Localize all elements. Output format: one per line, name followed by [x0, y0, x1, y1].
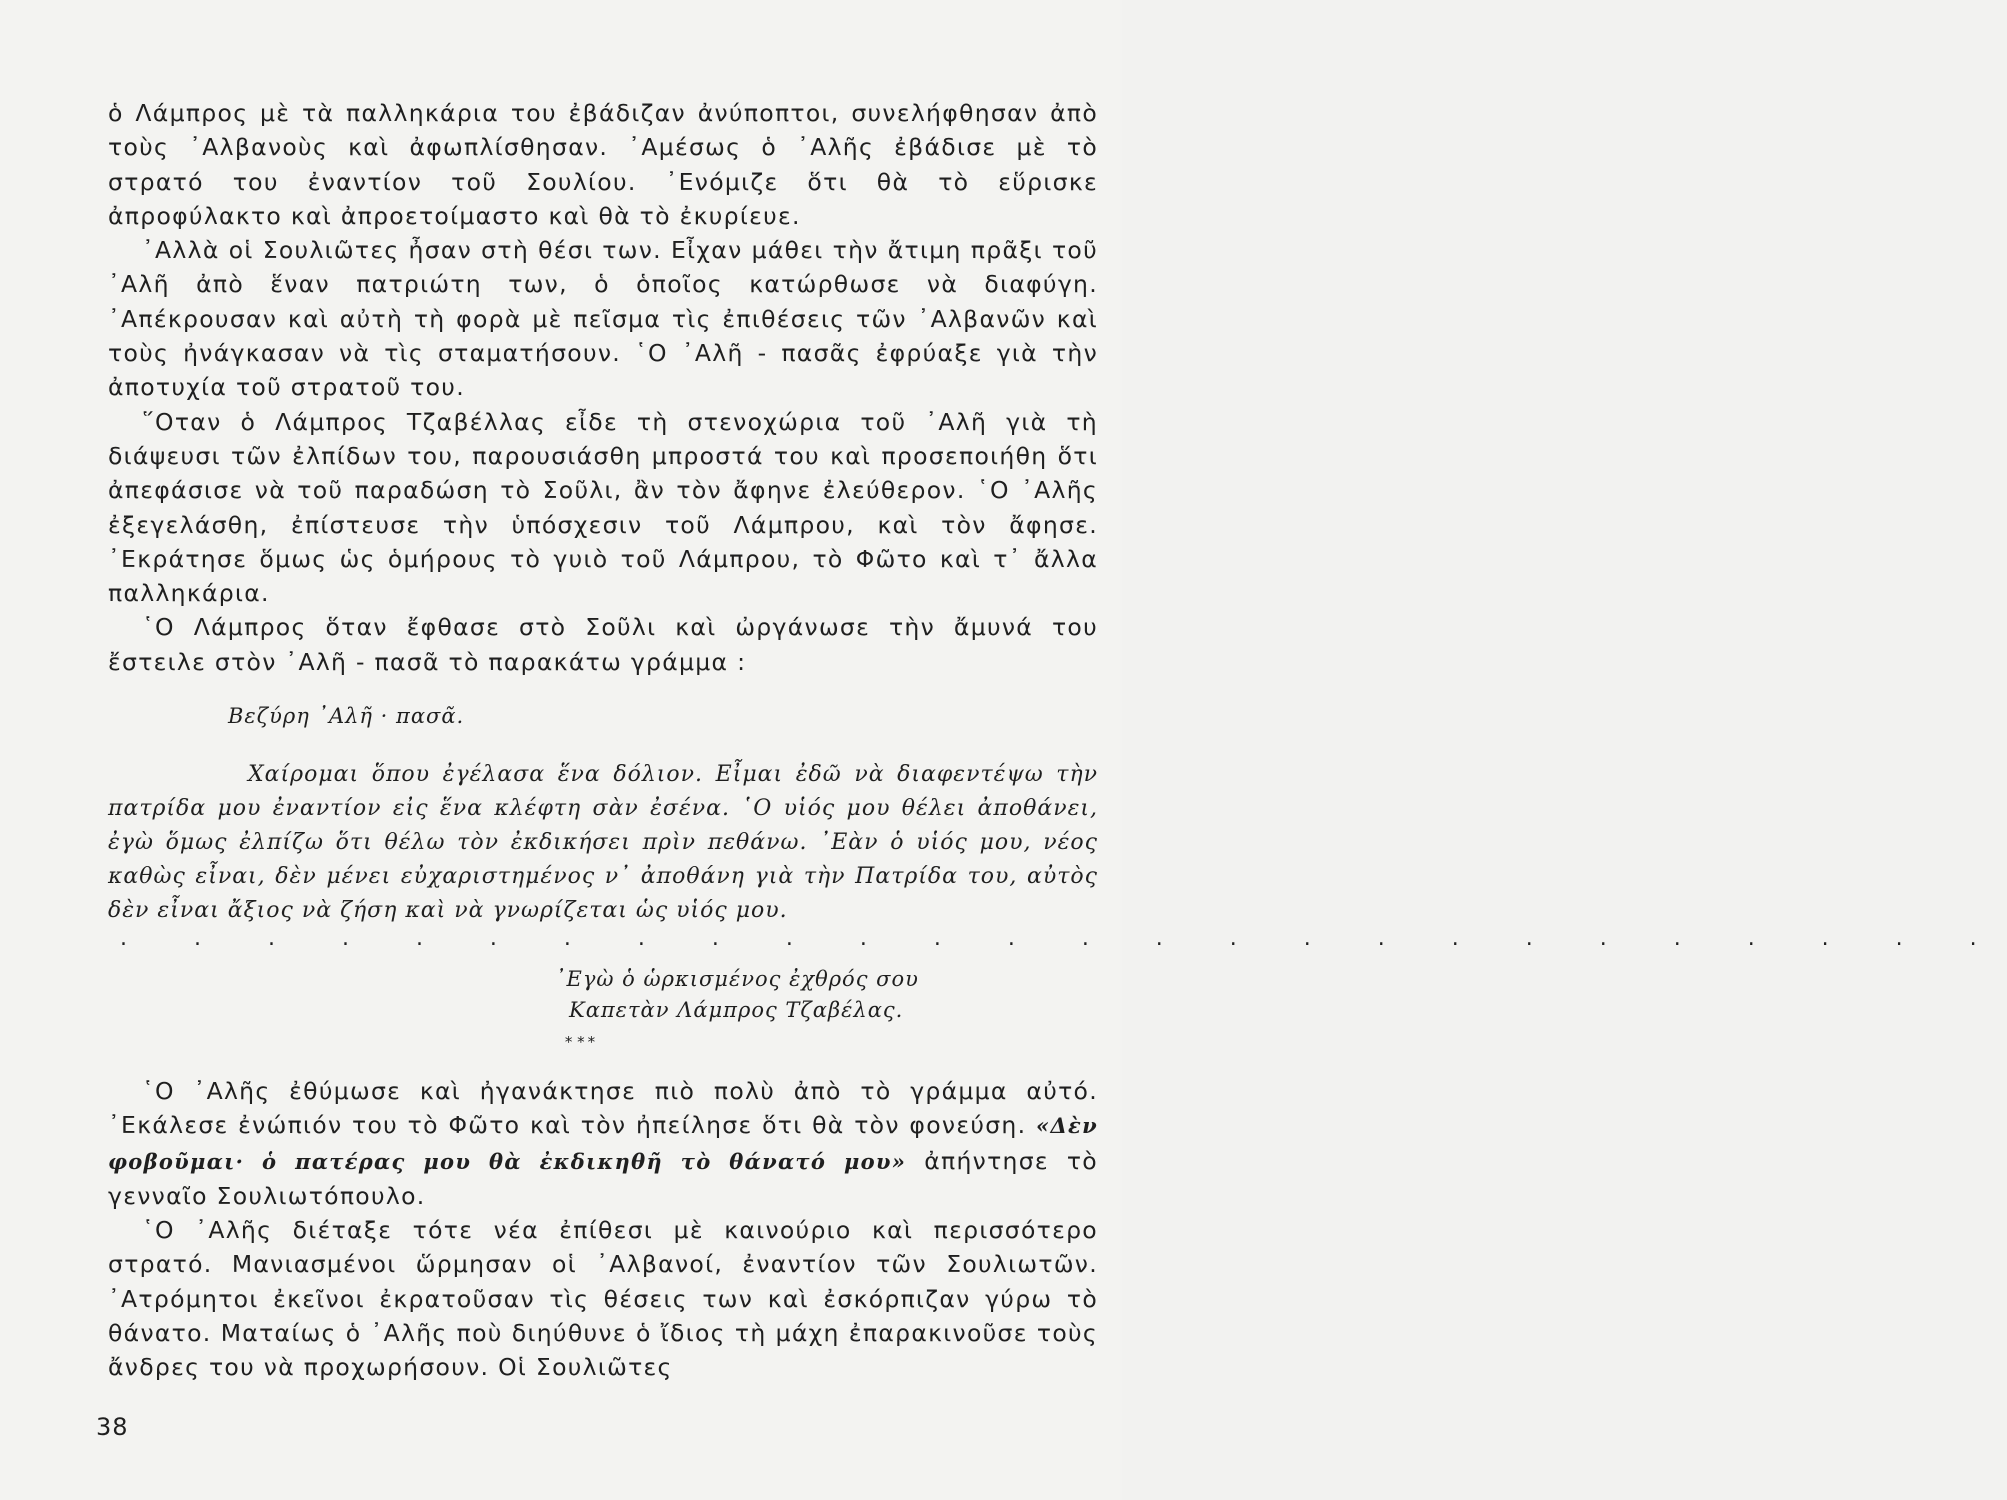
paragraph-text: ῾Ο ᾿Αλῆς ἐθύμωσε καὶ ἠγανάκτησε πιὸ πολὺ ἀπὸ τὸ γράμμα αὐτό. ᾿Εκάλεσε ἐνώπιόν του τὸ Φῶτο καὶ τὸν ἠπείλησε ὅτι θὰ τὸν φονεύση.	[108, 1077, 1098, 1140]
ellipsis-dots: . . . . . . . . . . . . . . . . . . . . . . . . . .	[120, 926, 2007, 951]
bold-quote: «Δὲν φοβοῦμαι· ὁ πατέρας μου θὰ ἐκδικηθῆ τὸ θάνατό μου»	[108, 1113, 1098, 1174]
paragraph: ὁ Λάμπρος μὲ τὰ παλληκάρια του ἐβάδιζαν ἀνύποπτοι, συνελήφθησαν ἀπὸ τοὺς ᾿Αλβανοὺς καὶ ἀφωπλίσθησαν. ᾿Αμέσως ὁ ᾿Αλῆς ἐβάδισε μὲ τὸ στρατό του ἐναντίον τοῦ Σουλίου. ᾿Ενόμιζε ὅτι θὰ τὸ εὕρισκε ἀπροφύλακτο καὶ ἀπροετοίμαστο καὶ θὰ τὸ ἐκυρίευε.	[108, 99, 1098, 230]
paragraph	[108, 1074, 1098, 1213]
letter-body	[108, 758, 1098, 928]
signature-line: ᾿Εγὼ ὁ ὡρκισμένος ἐχθρός σου	[555, 967, 919, 991]
paragraph: ᾿Αλλὰ οἱ Σουλιῶτες ἦσαν στὴ θέσι των. Εἶχαν μάθει τὴν ἄτιμη πρᾶξι τοῦ ᾿Αλῆ ἀπὸ ἕναν πατριώτη των, ὁ ὁποῖος κατώρθωσε νὰ διαφύγη. ᾿Απέκρουσαν καὶ αὐτὴ τὴ φορὰ μὲ πεῖσμα τὶς ἐπιθέσεις τῶν ᾿Αλβανῶν καὶ τοὺς ἠνάγκασαν νὰ τὶς σταματήσουν. ῾Ο ᾿Αλῆ - πασᾶς ἐφρύαξε γιὰ τὴν ἀποτυχία τοῦ στρατοῦ του.	[108, 236, 1098, 402]
section-divider-asterism: * * *	[564, 1033, 596, 1051]
letter-signature	[555, 964, 919, 1026]
body-text-section-one	[108, 96, 1098, 679]
letter-paragraph: Χαίρομαι ὅπου ἐγέλασα ἕνα δόλιον. Εἶμαι ἐδῶ νὰ διαφεντέψω τὴν πατρίδα μου ἐναντίον εἰς ἕνα κλέφτη σὰν ἐσένα. ῾Ο υἱός μου θέλει ἀποθάνει, ἐγὼ ὅμως ἐλπίζω ὅτι θέλω τὸν ἐκδικήσει πρὶν πεθάνω. ᾿Εὰν ὁ υἱός μου, νέος καθὼς εἶναι, δὲν μένει εὐχαριστημένος ν᾿ ἀποθάνη γιὰ τὴν Πατρίδα του, αὐτὸς δὲν εἶναι ἄξιος νὰ ζήση καὶ νὰ γνωρίζεται ὡς υἱός μου.	[108, 762, 1098, 923]
signature-line: Καπετὰν Λάμπρος Τζαβέλας.	[569, 998, 904, 1022]
letter-salutation: Βεζύρη ᾿Αλῆ · πασᾶ.	[228, 704, 465, 728]
paragraph: ῞Οταν ὁ Λάμπρος Τζαβέλλας εἶδε τὴ στενοχώρια τοῦ ᾿Αλῆ γιὰ τὴ διάψευσι τῶν ἐλπίδων του, παρουσιάσθη μπροστά του καὶ προσεποιήθη ὅτι ἀπεφάσισε νὰ τοῦ παραδώση τὸ Σοῦλι, ἂν τὸν ἄφηνε ἐλεύθερον. ῾Ο ᾿Αλῆς ἐξεγελάσθη, ἐπίστευσε τὴν ὑπόσχεσιν τοῦ Λάμπρου, καὶ τὸν ἄφησε. ᾿Εκράτησε ὅμως ὡς ὁμήρους τὸ γυιὸ τοῦ Λάμπρου, τὸ Φῶτο καὶ τ᾿ ἄλλα παλληκάρια.	[108, 407, 1098, 608]
paragraph-text: ἀπήντησε τὸ γενναῖο Σουλιωτόπουλο.	[108, 1146, 1098, 1210]
page-number: 38	[96, 1413, 129, 1441]
paragraph: ῾Ο ᾿Αλῆς διέταξε τότε νέα ἐπίθεσι μὲ καινούριο καὶ περισσότερο στρατό. Μανιασμένοι ὥρμησαν οἱ ᾿Αλβανοί, ἐναντίον τῶν Σουλιωτῶν. ᾿Ατρόμητοι ἐκεῖνοι ἐκρατοῦσαν τὶς θέσεις των καὶ ἐσκόρπιζαν γύρω τὸ θάνατο. Ματαίως ὁ ᾿Αλῆς ποὺ διηύθυνε ὁ ἴδιος τὴ μάχη ἐπαρακινοῦσε τοὺς ἄνδρες του νὰ προχωρήσουν. Οἱ Σουλιῶτες	[108, 1216, 1098, 1382]
paragraph: ῾Ο Λάμπρος ὅταν ἔφθασε στὸ Σοῦλι καὶ ὠργάνωσε τὴν ἄμυνά του ἔστειλε στὸν ᾿Αλῆ - πασᾶ τὸ παρακάτω γράμμα :	[108, 613, 1098, 676]
body-text-section-two	[108, 1074, 1098, 1385]
